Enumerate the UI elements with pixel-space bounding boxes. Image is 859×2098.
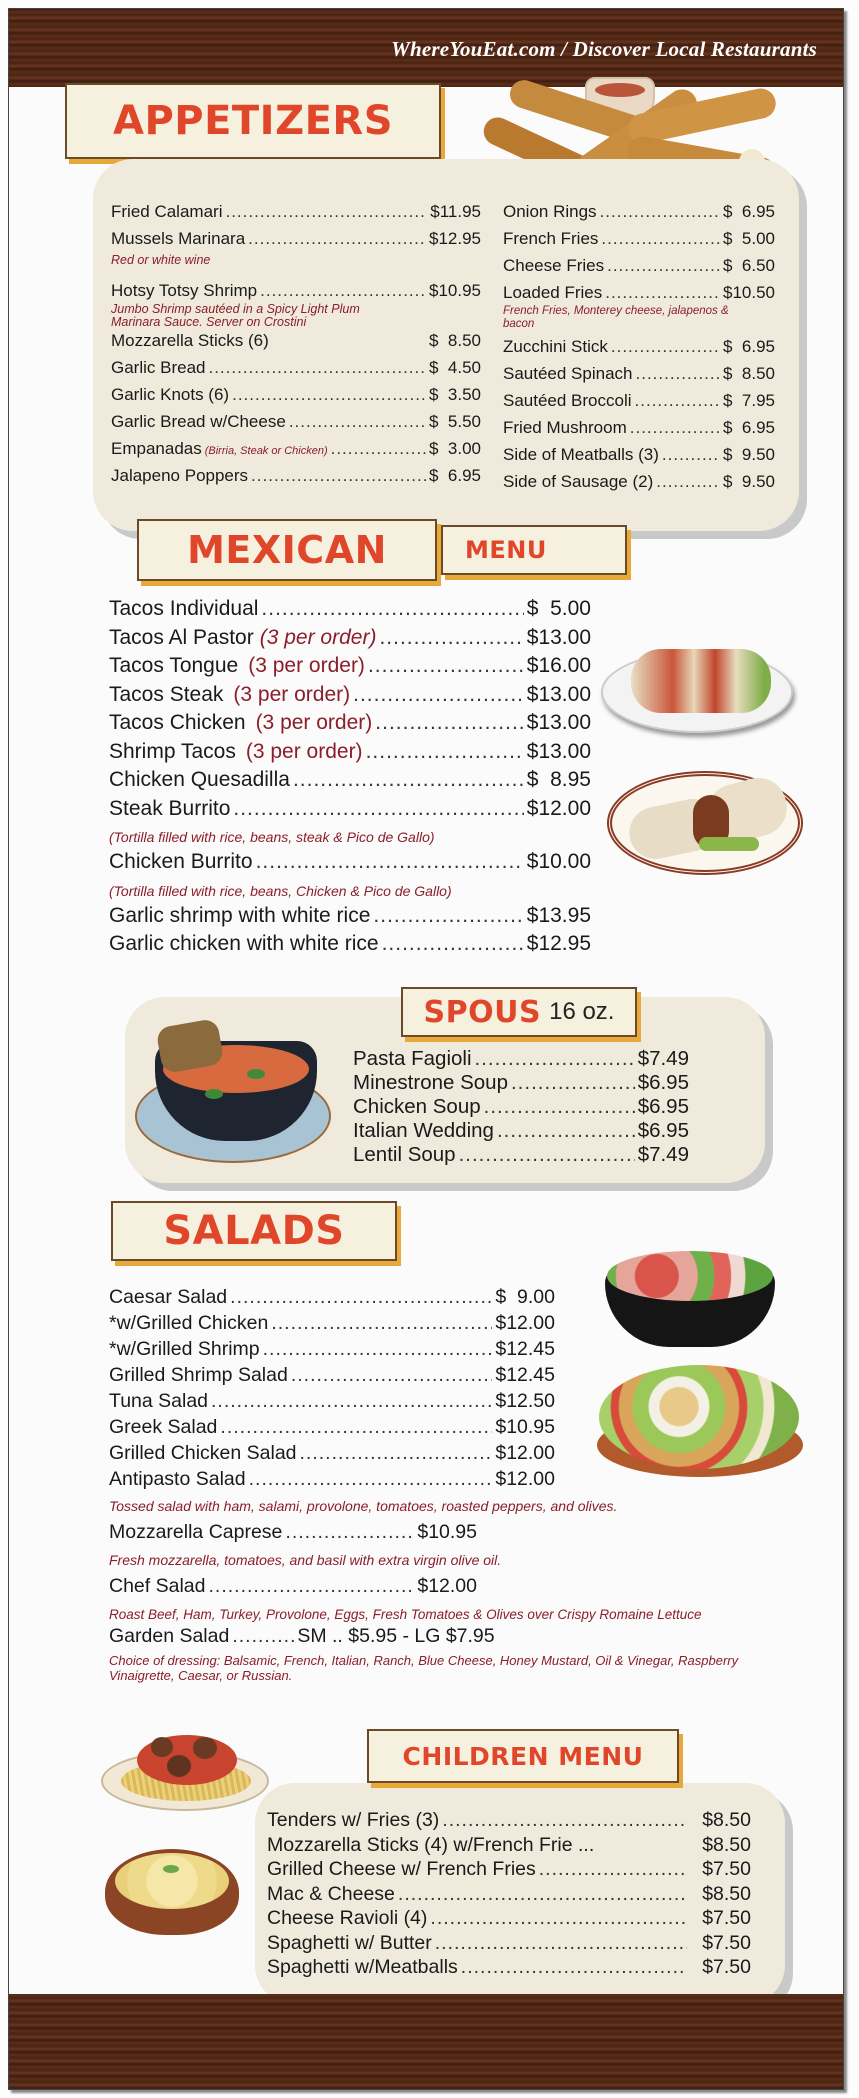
menu-item[interactable]: Lentil Soup ..... $7.49: [353, 1143, 689, 1167]
menu-item[interactable]: Side of Sausage (2) ..... $ 9.50: [503, 472, 775, 499]
menu-item[interactable]: Cheese Ravioli (4) ..... $7.50: [267, 1907, 751, 1932]
children-banner: [367, 1729, 679, 1783]
mexican-banner: [137, 519, 437, 581]
mexican-items: [109, 597, 591, 961]
menu-item[interactable]: *w/Grilled Shrimp ..... $12.45: [109, 1338, 555, 1364]
menu-item[interactable]: Hotsy Totsy Shrimp ..... $10.95: [111, 281, 481, 303]
menu-item[interactable]: Fried Calamari ..... $11.95: [111, 202, 481, 229]
menu-item[interactable]: Sautéed Spinach ..... $ 8.50: [503, 364, 775, 391]
menu-item[interactable]: Mussels Marinara ..... $12.95: [111, 229, 481, 253]
menu-item[interactable]: Spaghetti w/ Butter ..... $7.50: [267, 1932, 751, 1957]
chicken-caesar-salad-photo: [595, 1357, 807, 1481]
item-note: Jumbo Shrimp sautéed in a Spicy Light Plum Marinara Sauce. Server on Crostini: [111, 302, 360, 329]
item-note: French Fries, Monterey cheese, jalapenos & bacon: [503, 305, 729, 330]
soups-items: [353, 1047, 689, 1167]
menu-item[interactable]: Tenders w/ Fries (3) ..... $8.50: [267, 1809, 751, 1834]
menu-item[interactable]: Tacos Steak (3 per order) ..... $13.00: [109, 683, 591, 712]
menu-item[interactable]: Jalapeno Poppers ..... $ 6.95: [111, 466, 481, 493]
tacos-plate-photo: [601, 639, 797, 739]
menu-item[interactable]: Tuna Salad ..... $12.50: [109, 1390, 555, 1416]
mac-and-cheese-photo: [105, 1839, 241, 1939]
soups-size: 16 oz.: [549, 998, 615, 1025]
menu-item[interactable]: *w/Grilled Chicken ..... $12.00: [109, 1312, 555, 1338]
children-items: [267, 1809, 751, 1981]
menu-item[interactable]: Mozzarella Sticks (4) w/French Frie ... $8.50: [267, 1833, 751, 1856]
menu-item[interactable]: Tacos Individual ..... $ 5.00: [109, 597, 591, 626]
item-note: Roast Beef, Ham, Turkey, Provolone, Eggs, Fresh Tomatoes & Olives over Crispy Romaine Lettuce: [109, 1607, 702, 1622]
menu-item[interactable]: Greek Salad ..... $10.95: [109, 1416, 555, 1442]
spaghetti-meatballs-photo: [101, 1721, 271, 1821]
antipasto-salad-photo: [601, 1243, 781, 1353]
menu-item[interactable]: Spaghetti w/Meatballs ..... $7.50: [267, 1956, 751, 1981]
menu-item[interactable]: Caesar Salad ..... $ 9.00: [109, 1286, 555, 1312]
menu-item[interactable]: Onion Rings ..... $ 6.95: [503, 202, 775, 229]
item-note: (Tortilla filled with rice, beans, steak & Pico de Gallo): [109, 829, 435, 845]
item-note: Red or white wine: [111, 253, 211, 267]
menu-item[interactable]: Shrimp Tacos (3 per order) ..... $13.00: [109, 740, 591, 769]
menu-item[interactable]: Mac & Cheese ..... $8.50: [267, 1883, 751, 1908]
burrito-plate-photo: [607, 767, 807, 879]
soups-banner: [401, 987, 637, 1037]
children-title: CHILDREN MENU: [402, 1741, 644, 1771]
soup-bowl-photo: [127, 1009, 337, 1169]
salads-items-described: [109, 1495, 809, 1683]
menu-item[interactable]: Garlic Knots (6) ..... $ 3.50: [111, 385, 481, 412]
menu-item[interactable]: Tacos Tongue (3 per order) ..... $16.00: [109, 654, 591, 683]
mexican-menu-banner: [441, 525, 627, 575]
menu-item[interactable]: Grilled Chicken Salad ..... $12.00: [109, 1442, 555, 1468]
menu-item[interactable]: Empanadas (Birria, Steak or Chicken) ..... $ 3.00: [111, 439, 481, 466]
menu-item[interactable]: Minestrone Soup ..... $6.95: [353, 1071, 689, 1095]
menu-item[interactable]: Chef Salad ..... $12.00: [109, 1575, 477, 1605]
menu-item[interactable]: Tacos Chicken (3 per order) ..... $13.00: [109, 711, 591, 740]
menu-item[interactable]: Garlic Bread w/Cheese ..... $ 5.50: [111, 412, 481, 439]
menu-item[interactable]: Italian Wedding ..... $6.95: [353, 1119, 689, 1143]
menu-item[interactable]: Tacos Al Pastor (3 per order) ..... $13.00: [109, 626, 591, 655]
menu-item[interactable]: Mozzarella Sticks (6) $ 8.50: [111, 331, 481, 350]
menu-item[interactable]: Chicken Quesadilla ..... $ 8.95: [109, 768, 591, 797]
menu-item[interactable]: French Fries ..... $ 5.00: [503, 229, 775, 256]
item-note: Choice of dressing: Balsamic, French, Italian, Ranch, Blue Cheese, Honey Mustard, Oil & Vinegar, Raspberry Vinaigrette, Caesar, or Russian.: [109, 1653, 739, 1683]
menu-page: [8, 8, 844, 2090]
menu-item[interactable]: Antipasto Salad ..... $12.00: [109, 1468, 555, 1494]
menu-item[interactable]: Grilled Cheese w/ French Fries ..... $7.50: [267, 1858, 751, 1883]
site-title[interactable]: WhereYouEat.com / Discover Local Restaurants: [391, 37, 817, 61]
mexican-subtitle: MENU: [465, 536, 547, 564]
menu-item[interactable]: Zucchini Stick ..... $ 6.95: [503, 337, 775, 364]
menu-item[interactable]: Garlic shrimp with white rice ..... $13.95: [109, 904, 591, 933]
menu-item[interactable]: Grilled Shrimp Salad ..... $12.45: [109, 1364, 555, 1390]
appetizers-banner: [65, 83, 441, 159]
menu-item[interactable]: Garden Salad ..... SM .. $5.95 - LG $7.95: [109, 1625, 477, 1653]
menu-item[interactable]: Steak Burrito ..... $12.00: [109, 797, 591, 826]
menu-item[interactable]: Loaded Fries ..... $10.50: [503, 283, 775, 305]
menu-item[interactable]: Side of Meatballs (3) ..... $ 9.50: [503, 445, 775, 472]
menu-item[interactable]: Mozzarella Caprese ..... $10.95: [109, 1521, 477, 1549]
item-note: Fresh mozzarella, tomatoes, and basil with extra virgin olive oil.: [109, 1552, 502, 1568]
salads-items: [109, 1286, 555, 1494]
salads-title: SALADS: [163, 1208, 345, 1254]
menu-item[interactable]: Pasta Fagioli ..... $7.49: [353, 1047, 689, 1071]
item-note: Tossed salad with ham, salami, provolone, tomatoes, roasted peppers, and olives.: [109, 1498, 618, 1514]
menu-item[interactable]: Cheese Fries ..... $ 6.50: [503, 256, 775, 283]
menu-item[interactable]: Chicken Soup ..... $6.95: [353, 1095, 689, 1119]
appetizers-right-column: [503, 202, 775, 499]
menu-item[interactable]: Garlic Bread ..... $ 4.50: [111, 358, 481, 385]
menu-item[interactable]: Chicken Burrito ..... $10.00: [109, 850, 591, 879]
appetizers-left-column: [111, 202, 481, 493]
soups-title: SPOUS: [423, 994, 542, 1030]
appetizers-title: APPETIZERS: [112, 98, 394, 144]
salads-banner: [111, 1201, 397, 1261]
menu-item[interactable]: Sautéed Broccoli ..... $ 7.95: [503, 391, 775, 418]
menu-item[interactable]: Fried Mushroom ..... $ 6.95: [503, 418, 775, 445]
mexican-title: MEXICAN: [187, 528, 387, 572]
item-note: (Tortilla filled with rice, beans, Chicken & Pico de Gallo): [109, 882, 452, 899]
wood-footer: [9, 1994, 843, 2090]
menu-item[interactable]: Garlic chicken with white rice ..... $12.95: [109, 932, 591, 961]
